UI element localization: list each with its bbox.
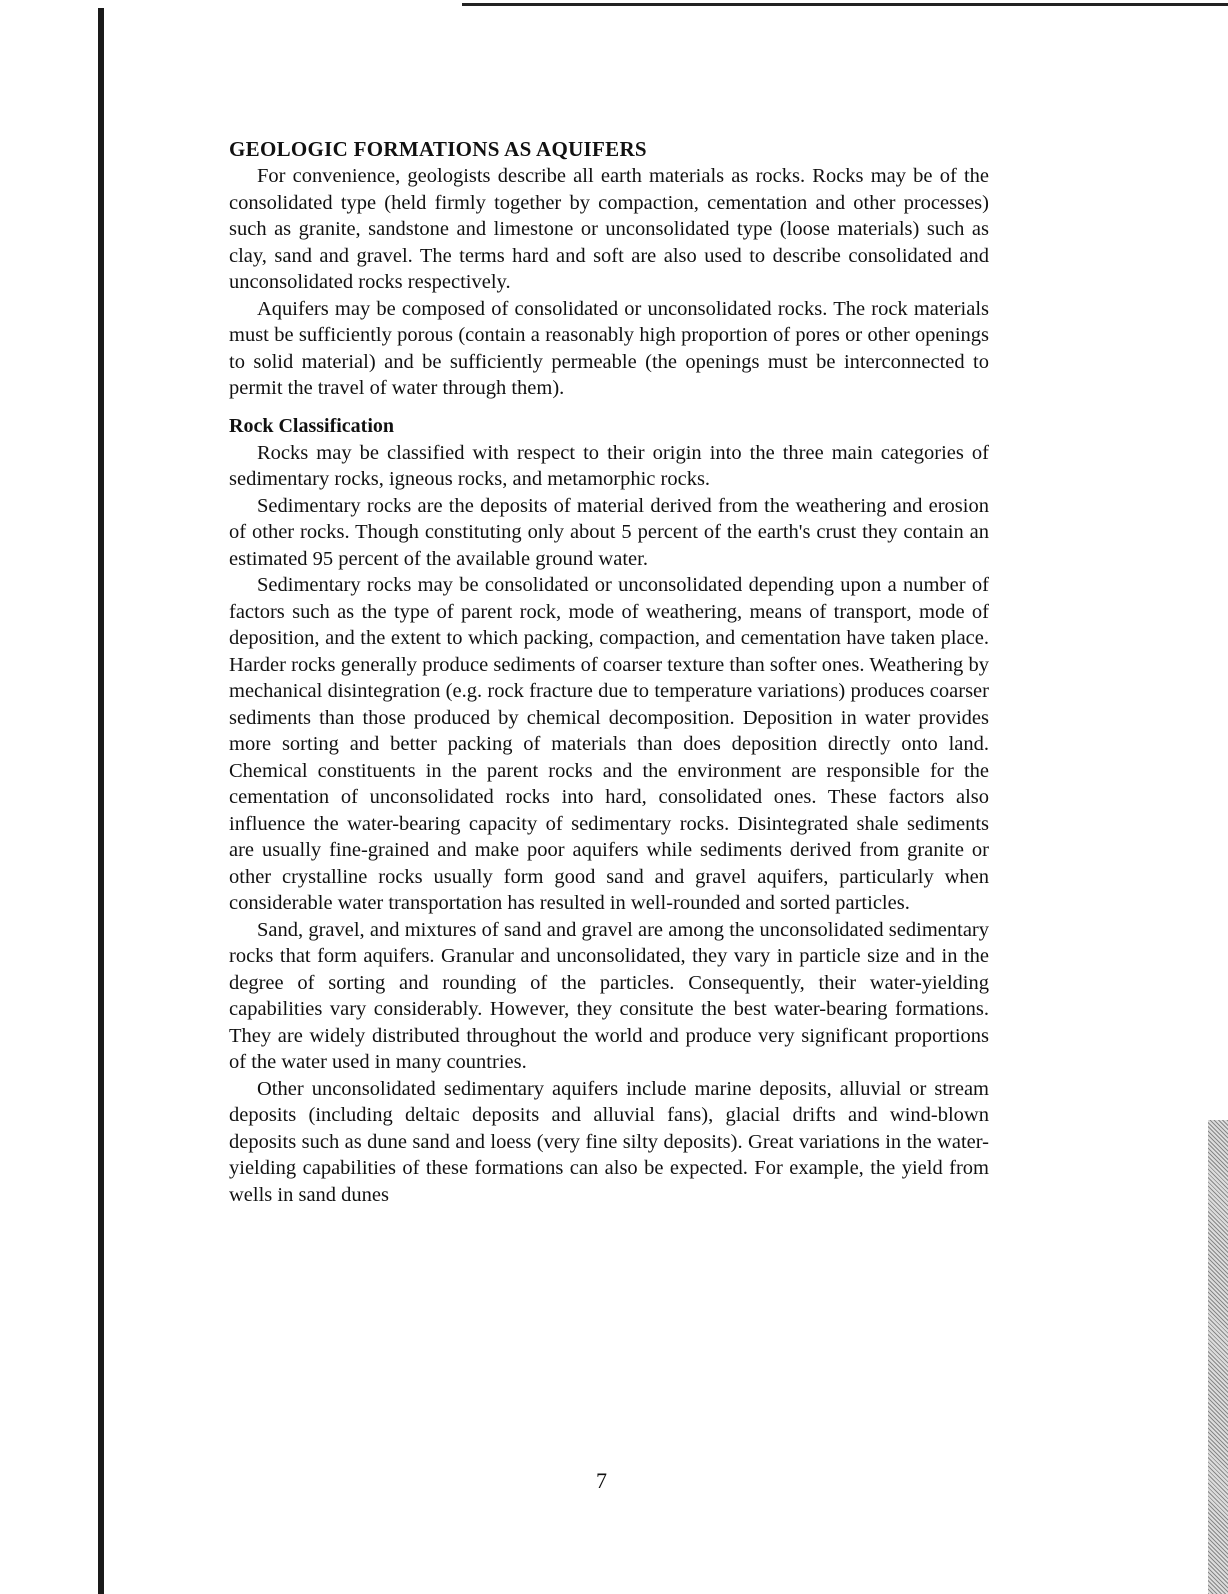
top-rule xyxy=(462,3,1228,6)
paragraph-other-aquifers: Other unconsolidated sedimentary aquifers include marine deposits, alluvial or stream deposits (including deltaic deposits and alluvial fans), glacial drifts and wind-blown deposits such as dune sand and loess (very fine silty deposits). Great variations in the water-yielding capabilities of these formations can also be expected. For example, the yield from wells in sand dunes xyxy=(229,1077,989,1206)
section-title: GEOLOGIC FORMATIONS AS AQUIFERS xyxy=(229,137,647,161)
paragraph-consolidation-factors: Sedimentary rocks may be consolidated or unconsolidated depending upon a number of factors such as the type of parent rock, mode of weathering, means of transport, mode of deposition, and the extent to which packing, compaction, and cementation have taken place. Harder rocks generally produce sediments of coarser texture than softer ones. Weathering by mechanical disintegration (e.g. rock fracture due to temperature variations) produces coarser sediments than those produced by chemical decomposition. Deposition in water provides more sorting and better packing of materials than does deposition directly onto land. Chemical constituents in the parent rocks and the environment are responsible for the cementation of unconsolidated rocks into hard, consolidated ones. These factors also influence the water-bearing capacity of sedimentary rocks. Disintegrated shale sediments are usually fine-grained and make poor aquifers while sediments derived from granite or other crystalline rocks usually form good sand and gravel aquifers, particularly when considerable water transportation has resulted in well-rounded and sorted particles. xyxy=(229,574,989,914)
subheading-rock-classification: Rock Classification xyxy=(229,414,394,437)
paragraph-aquifer-composition: Aquifers may be composed of consolidated or unconsolidated rocks. The rock materials must be sufficiently porous (contain a reasonably high proportion of pores or other openings to solid material) and be sufficiently permeable (the openings must be interconnected to permit the travel of water through them). xyxy=(229,297,989,399)
scan-binding-edge xyxy=(98,8,104,1594)
paragraph-sand-gravel: Sand, gravel, and mixtures of sand and gravel are among the unconsolidated sedimentary rocks that form aquifers. Granular and unconsolidated, they vary in particle size and in the degree of sorting and rounding of the particles. Consequently, their water-yielding capabilities vary considerably. However, they consitute the best water-bearing formations. They are widely distributed throughout the world and produce very significant proportions of the water used in many countries. xyxy=(229,918,989,1073)
paragraph-rock-categories: Rocks may be classified with respect to their origin into the three main categories of sedimentary rocks, igneous rocks, and metamorphic rocks. xyxy=(229,441,989,490)
scan-right-edge xyxy=(1208,1120,1228,1594)
page-number: 7 xyxy=(596,1468,607,1493)
paragraph-sedimentary-rocks: Sedimentary rocks are the deposits of material derived from the weathering and erosion of other rocks. Though constituting only about 5 percent of the earth's crust they contain an estimated 95 percent of the available ground water. xyxy=(229,494,989,570)
page-content xyxy=(229,136,989,1208)
paragraph-rocks-definition: For convenience, geologists describe all earth materials as rocks. Rocks may be of the consolidated type (held firmly together by compaction, cementation and other processes) such as granite, sandstone and limestone or unconsolidated type (loose materials) such as clay, sand and gravel. The terms hard and soft are also used to describe consolidated and unconsolidated rocks respectively. xyxy=(229,165,989,293)
